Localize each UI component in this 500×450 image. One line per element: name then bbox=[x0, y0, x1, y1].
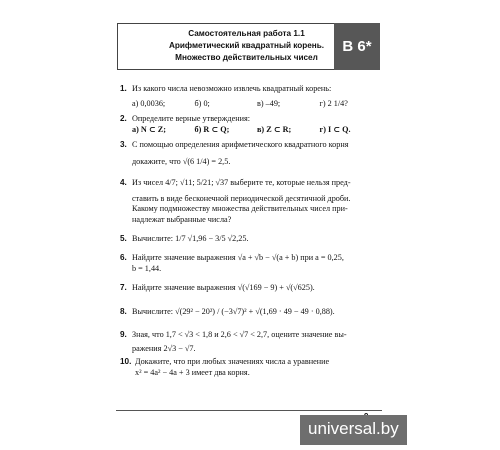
header-title-line1: Самостоятельная работа 1.1 bbox=[188, 29, 305, 38]
task-8 bbox=[120, 307, 382, 318]
task-text-line: ражения 2√3 − √7. bbox=[132, 343, 196, 353]
task-text-line: Из чисел 4/7; √11; 5/21; √37 выберите те, которые нельзя пред- bbox=[132, 178, 351, 187]
task-text: Вычислите: √(29² − 20²) / (−3√7)² + √(1,69 · 49 − 49 · 0,88). bbox=[132, 307, 335, 316]
option-b: б) 0; bbox=[194, 98, 210, 108]
task-text-line: Докажите, что при любых значениях числа a уравнение bbox=[135, 357, 330, 366]
task-text-line: С помощью определения арифметического квадратного корня bbox=[132, 140, 349, 149]
task-text-line: Какому подмножеству множества действительных чисел при- bbox=[132, 204, 348, 213]
task-text-line: Найдите значение выражения √a + √b − √(a + b) при a = 0,25, bbox=[132, 253, 344, 262]
task-7 bbox=[120, 283, 382, 294]
task-text: Вычислите: 1/7 √1,96 − 3/5 √2,25. bbox=[132, 234, 249, 243]
header-title-line3: Множество действительных чисел bbox=[175, 53, 318, 62]
task-number: 3. bbox=[120, 140, 127, 149]
task-6 bbox=[120, 253, 382, 274]
answer-options bbox=[132, 125, 382, 136]
option-a: а) 0,0036; bbox=[132, 98, 166, 108]
answer-options bbox=[132, 99, 382, 110]
task-2 bbox=[120, 114, 382, 135]
task-number: 5. bbox=[120, 234, 127, 243]
task-5 bbox=[120, 234, 382, 245]
task-number: 7. bbox=[120, 283, 127, 292]
option-d: г) I ⊂ Q. bbox=[319, 124, 351, 134]
task-text-line: надлежат выбранные числа? bbox=[132, 214, 232, 224]
task-number: 1. bbox=[120, 84, 127, 93]
task-number: 2. bbox=[120, 114, 127, 123]
task-text-line: b = 1,44. bbox=[132, 263, 162, 273]
task-number: 10. bbox=[120, 357, 132, 366]
task-text: Определите верные утверждения: bbox=[132, 114, 251, 123]
task-text: Найдите значение выражения √(√169 − 9) + √(√625). bbox=[132, 283, 315, 292]
option-c: в) –49; bbox=[257, 98, 281, 108]
task-text-line: x² = 4a² − 4a + 3 имеет два корня. bbox=[135, 367, 250, 377]
task-number: 6. bbox=[120, 253, 127, 262]
variant-badge: В 6* bbox=[334, 23, 380, 70]
task-10 bbox=[120, 357, 382, 378]
option-b: б) R ⊂ Q; bbox=[194, 124, 230, 134]
task-3 bbox=[120, 140, 382, 167]
watermark-label: universal.by bbox=[300, 415, 407, 445]
task-4 bbox=[120, 178, 382, 225]
task-9 bbox=[120, 330, 382, 354]
option-d: г) 2 1/4? bbox=[319, 98, 348, 108]
task-text-line: ставить в виде бесконечной периодической десятичной дроби. bbox=[132, 193, 351, 203]
task-text-line: докажите, что √(6 1/4) = 2,5. bbox=[132, 156, 231, 166]
footer-divider bbox=[116, 410, 382, 411]
task-number: 9. bbox=[120, 330, 127, 339]
task-number: 4. bbox=[120, 178, 127, 187]
task-number: 8. bbox=[120, 307, 127, 316]
header-title-line2: Арифметический квадратный корень. bbox=[168, 41, 325, 50]
option-c: в) Z ⊂ R; bbox=[257, 124, 292, 134]
task-text-line: Зная, что 1,7 < √3 < 1,8 и 2,6 < √7 < 2,7, оцените значение вы- bbox=[132, 330, 347, 339]
task-1 bbox=[120, 84, 382, 109]
task-text: Из какого числа невозможно извлечь квадратный корень: bbox=[132, 84, 332, 93]
option-a: а) N ⊂ Z; bbox=[132, 124, 166, 134]
